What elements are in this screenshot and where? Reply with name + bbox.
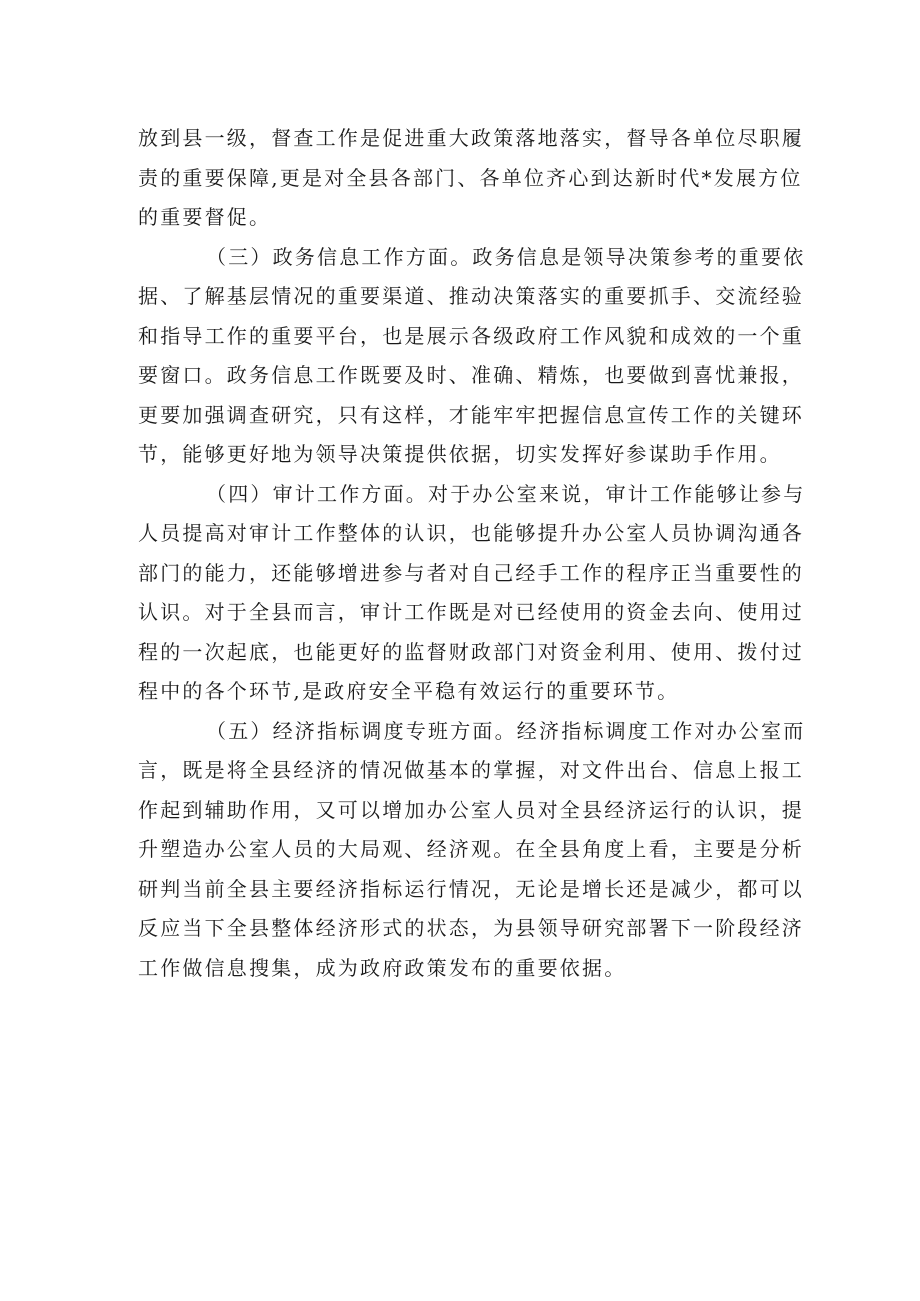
text-line: 放到县一级，督查工作是促进重大政策落地落实，督导各单位尽职履: [138, 126, 804, 150]
paragraph-3: [138, 475, 806, 712]
paragraph-2: [138, 238, 806, 475]
text-line: 节，能够更好地为领导决策提供依据，切实发挥好参谋助手作用。: [138, 442, 782, 466]
text-line: 反应当下全县整体经济形式的状态，为县领导研究部署下一阶段经济: [138, 916, 804, 940]
text-line: （四）审计工作方面。对于办公室来说，审计工作能够让参与: [206, 481, 806, 506]
text-line: 和指导工作的重要平台，也是展示各级政府工作风貌和成效的一个重: [138, 323, 804, 348]
text-line: 部门的能力，还能够增进参与者对自己经手工作的程序正当重要性的: [138, 560, 804, 585]
text-line: 工作做信息搜集，成为政府政策发布的重要依据。: [138, 955, 627, 980]
text-line: 研判当前全县主要经济指标运行情况，无论是增长还是减少，都可以: [138, 876, 804, 901]
text-line: 据、了解基层情况的重要渠道、推动决策落实的重要抓手、交流经验: [138, 284, 804, 308]
paragraph-4: [138, 712, 806, 989]
text-line: 言，既是将全县经济的情况做基本的掌握，对文件出台、信息上报工: [138, 758, 804, 782]
text-line: 更要加强调查研究，只有这样，才能牢牢把握信息宣传工作的关键环: [138, 402, 804, 427]
text-line: 认识。对于全县而言，审计工作既是对已经使用的资金去向、使用过: [138, 600, 804, 624]
text-line: 要窗口。政务信息工作既要及时、准确、精炼，也要做到喜忧兼报，: [138, 363, 804, 387]
text-line: 升塑造办公室人员的大局观、经济观。在全县角度上看，主要是分析: [138, 837, 804, 861]
text-line: 程中的各个环节,是政府安全平稳有效运行的重要环节。: [138, 679, 680, 703]
text-line: 的重要督促。: [138, 205, 272, 229]
text-line: 作起到辅助作用，又可以增加办公室人员对全县经济运行的认识，提: [138, 797, 804, 822]
text-line: （五）经济指标调度专班方面。经济指标调度工作对办公室而: [206, 718, 806, 743]
text-line: 人员提高对审计工作整体的认识，也能够提升办公室人员协调沟通各: [138, 521, 804, 545]
text-line: 责的重要保障,更是对全县各部门、各单位齐心到达新时代*发展方位: [138, 165, 803, 190]
text-line: （三）政务信息工作方面。政务信息是领导决策参考的重要依: [206, 244, 806, 269]
text-line: 程的一次起底，也能更好的监督财政部门对资金利用、使用、拨付过: [138, 639, 804, 664]
paragraph-1: [138, 119, 804, 238]
document-body: [138, 119, 806, 988]
